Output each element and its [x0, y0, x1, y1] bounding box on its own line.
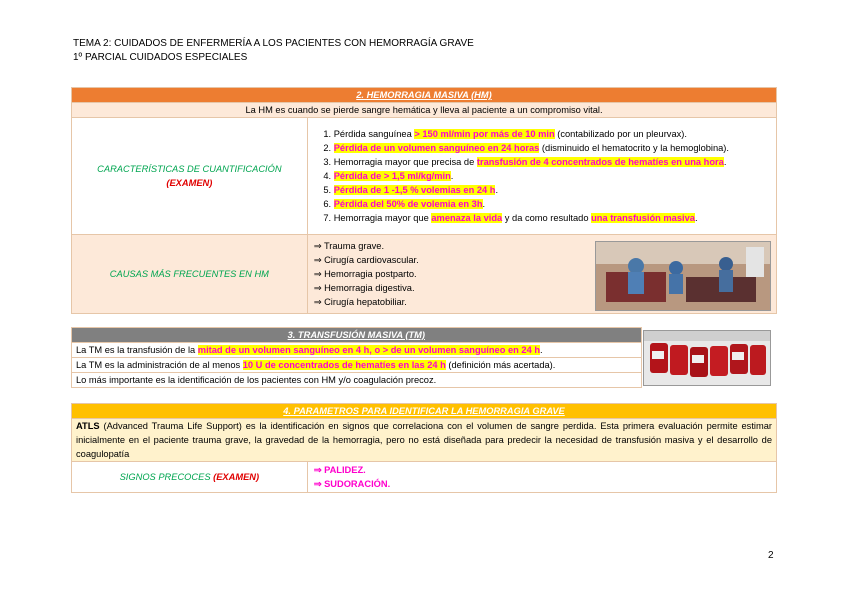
hm-definition: La HM es cuando se pierde sangre hemática y lleva al paciente a un compromiso vital. [72, 103, 777, 118]
doc-header-subtitle: 1º PARCIAL CUIDADOS ESPECIALES [73, 52, 248, 63]
signs-label: SIGNOS PRECOCES [119, 472, 211, 482]
list-item: 5. Pérdida de 1 -1,5 % volemias en 24 h. [334, 183, 772, 197]
doc-header-title: TEMA 2: CUIDADOS DE ENFERMERÍA A LOS PACIENTES CON HEMORRAGÍA GRAVE [73, 38, 474, 49]
list-item: ⇒ PALIDEZ. [314, 463, 772, 477]
list-item: ⇒ Cirugía cardiovascular. [314, 253, 772, 267]
characteristics-list-cell [307, 118, 776, 235]
list-item: ⇒ Trauma grave. [314, 239, 772, 253]
section-2-title: 2. HEMORRAGIA MASIVA (HM) [72, 88, 777, 103]
list-item: ⇒ SUDORACIÓN. [314, 477, 772, 491]
list-item: ⇒ Hemorragia digestiva. [314, 281, 772, 295]
causes-label-cell [72, 235, 308, 314]
list-item: ⇒ Hemorragia postparto. [314, 267, 772, 281]
atls-description: ATLS (Advanced Trauma Life Support) es la identificación en signos que correlaciona con el volumen de sangre perdida. Esta primera evaluación permite estimar inicialmente en el paciente trauma grave, la gravedad de la hemorragia, pero no está diseñada para predecir la necesidad de transfusión masiva y el desarrollo de coagulopatía [72, 419, 777, 462]
section-3-title: 3. TRANSFUSIÓN MASIVA (TM) [72, 328, 642, 343]
list-item: 4. Pérdida de > 1,5 ml/kg/min. [334, 169, 772, 183]
section-4-title: 4. PARAMETROS PARA IDENTIFICAR LA HEMORRAGIA GRAVE [72, 404, 777, 419]
signs-list [312, 463, 772, 491]
exam-tag: (EXAMEN) [166, 178, 213, 188]
tm-importance: Lo más importante es la identificación de los pacientes con HM y/o coagulación precoz. [72, 373, 642, 388]
list-item: 6. Pérdida del 50% de volemia en 3h. [334, 197, 772, 211]
tm-definition-1: La TM es la transfusión de la mitad de un volumen sanguíneo en 4 h, o > de un volumen sanguíneo en 24 h. [72, 343, 642, 358]
list-item: 1. Pérdida sanguínea > 150 ml/min por más de 10 min (contabilizado por un pleurvax). [334, 127, 772, 141]
list-item: 7. Hemorragia mayor que amenaza la vida y da como resultado una transfusión masiva. [334, 211, 772, 225]
section-parametros [71, 403, 777, 493]
tm-definition-2: La TM es la administración de al menos 10 U de concentrados de hematíes en las 24 h (definición más acertada). [72, 358, 642, 373]
page-number: 2 [768, 550, 774, 561]
characteristics-label-cell [72, 118, 308, 235]
list-item: 3. Hemorragia mayor que precisa de transfusión de 4 concentrados de hematíes en una hora. [334, 155, 772, 169]
characteristics-label: CARACTERÍSTICAS DE CUANTIFICACIÓN [97, 164, 282, 174]
surgery-photo [595, 241, 771, 311]
causes-label: CAUSAS MÁS FRECUENTES EN HM [109, 269, 269, 279]
characteristics-list [312, 127, 772, 225]
list-item: 2. Pérdida de un volumen sanguíneo en 24 horas (disminuido el hematocrito y la hemoglobina). [334, 141, 772, 155]
blood-bags-photo [643, 330, 771, 386]
list-item: ⇒ Cirugía hepatobiliar. [314, 295, 772, 309]
signs-label-cell [72, 462, 308, 493]
signs-list-cell [307, 462, 776, 493]
signs-exam-tag: (EXAMEN) [213, 472, 260, 482]
